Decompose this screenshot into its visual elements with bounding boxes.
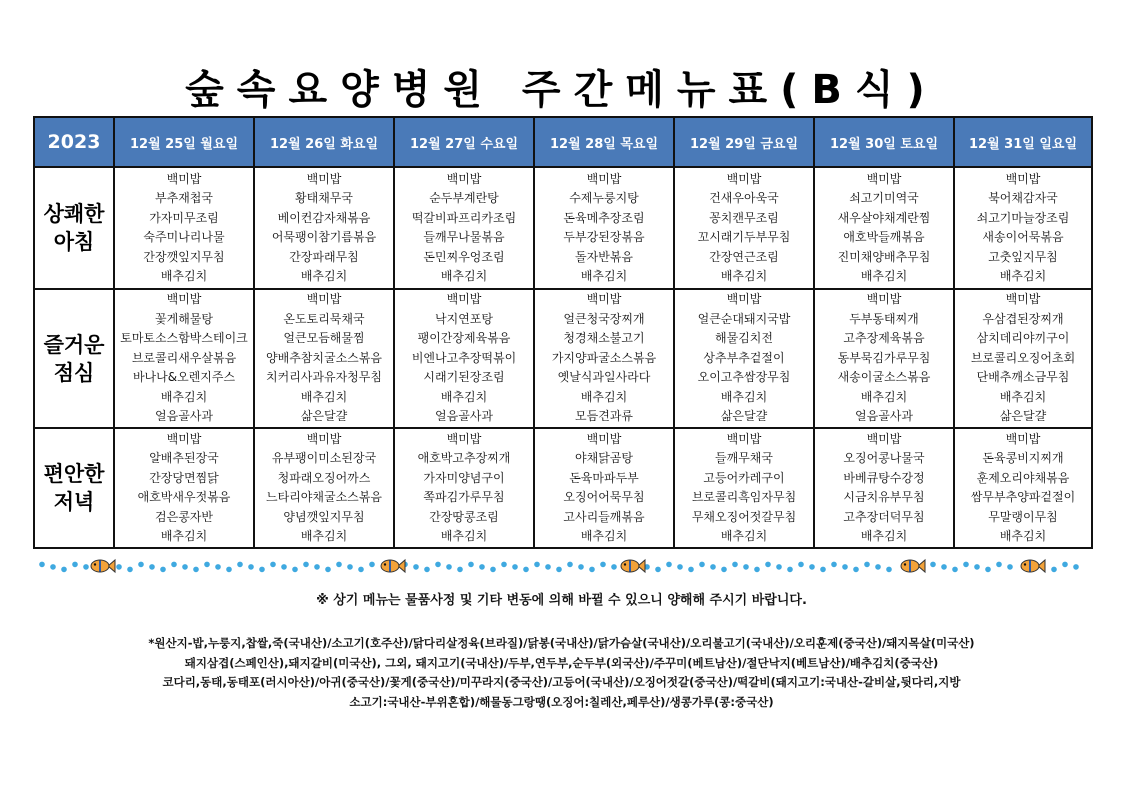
menu-item: 배추김치	[720, 529, 768, 543]
menu-item: 배추김치	[860, 389, 908, 404]
menu-item: 황태채무국	[295, 191, 353, 205]
menu-item: 검은콩자반	[155, 509, 213, 524]
fish-icon	[901, 560, 925, 572]
bubble-dot	[677, 564, 683, 570]
bubble-fish-decoration	[38, 556, 1088, 576]
bubble-dot	[523, 567, 529, 573]
bubble-dot	[215, 564, 221, 570]
bubble-dot	[193, 567, 199, 573]
menu-item: 백미밥	[446, 431, 482, 446]
bubble-dot	[611, 564, 617, 570]
bubble-dot	[281, 564, 287, 570]
menu-item: 숙주미나리나물	[143, 230, 225, 244]
menu-cell	[534, 167, 674, 289]
bubble-dot	[336, 562, 342, 568]
menu-item: 돈육콩비지찌개	[982, 451, 1064, 465]
bubble-dot	[842, 564, 848, 570]
menu-item: 배추김치	[580, 269, 628, 283]
menu-item: 백미밥	[306, 292, 342, 307]
bubble-dot	[138, 562, 144, 568]
menu-item: 무채오징어젓갈무침	[691, 509, 797, 524]
bubble-dot	[974, 564, 980, 570]
header-row	[34, 117, 1092, 167]
menu-item: 새송이어묵볶음	[982, 230, 1064, 244]
bubble-dot	[72, 562, 78, 568]
menu-cell	[674, 428, 814, 548]
bubble-dot	[292, 567, 298, 573]
menu-item: 백미밥	[166, 171, 202, 186]
page-title: 숲속요양병원 주간메뉴표(B식)	[185, 67, 938, 113]
bubble-dot	[1062, 562, 1068, 568]
menu-item: 배추김치	[580, 529, 628, 543]
menu-item: 고사리들깨볶음	[563, 509, 645, 524]
menu-item: 가자미무조림	[149, 210, 219, 225]
bubble-dot	[457, 567, 463, 573]
bubble-dot	[413, 564, 419, 570]
menu-item: 브로콜리오징어초회	[970, 350, 1076, 365]
menu-item: 삶은달걀	[999, 409, 1047, 424]
menu-item: 삼치데리야끼구이	[976, 331, 1070, 346]
menu-item: 배추김치	[300, 389, 348, 404]
menu-item: 온도토리묵채국	[283, 311, 365, 326]
menu-item: 배추김치	[160, 269, 208, 283]
menu-item: 배추김치	[300, 529, 348, 543]
meal-row-breakfast	[34, 167, 1092, 289]
year-header: 2023	[34, 117, 114, 167]
menu-item: 훈제오리야채볶음	[976, 470, 1070, 485]
bubble-dot	[369, 562, 375, 568]
menu-item: 얼음골사과	[435, 409, 493, 424]
menu-item: 배추김치	[440, 269, 488, 283]
origin-line: 돼지삼겹(스페인산),돼지갈비(미국산), 그외, 돼지고기(국내산)/두부,연두부,순두부(외국산)/주꾸미(베트남산)/절단낙지(베트남산)/배추김치(중국산)	[184, 655, 939, 670]
bubble-dot	[270, 562, 276, 568]
menu-item: 알배추된장국	[149, 451, 219, 465]
menu-item: 돌자반볶음	[575, 249, 633, 264]
bubble-dot	[435, 562, 441, 568]
bubble-dot	[83, 564, 89, 570]
menu-cell	[814, 428, 954, 548]
bubble-dot	[39, 562, 45, 568]
bubble-dot	[787, 567, 793, 573]
bubble-dot	[490, 567, 496, 573]
bubble-dot	[1073, 564, 1079, 570]
menu-item: 배추김치	[860, 529, 908, 543]
menu-cell	[254, 289, 394, 428]
menu-item: 부추재첩국	[155, 191, 213, 205]
menu-item: 배추김치	[999, 269, 1047, 283]
menu-item: 바나나&오렌지주스	[132, 370, 236, 385]
fish-icon	[621, 560, 645, 572]
day-header: 12월 27일 수요일	[394, 117, 534, 167]
menu-item: 백미밥	[586, 292, 622, 307]
bubble-dot	[996, 562, 1002, 568]
fish-icon	[91, 560, 115, 572]
bubble-dot	[149, 564, 155, 570]
meal-row-lunch	[34, 289, 1092, 428]
menu-item: 배추김치	[720, 269, 768, 283]
bubble-dot	[325, 567, 331, 573]
menu-item: 얼음골사과	[155, 409, 213, 424]
bubble-dot	[886, 567, 892, 573]
bubble-dot	[226, 567, 232, 573]
menu-item: 가자미양념구이	[423, 470, 505, 485]
menu-cell	[954, 167, 1092, 289]
menu-item: 가지양파굴소스볶음	[551, 350, 657, 365]
bubble-dot	[358, 567, 364, 573]
bubble-dot	[171, 562, 177, 568]
bubble-dot	[127, 567, 133, 573]
menu-item: 야채닭곰탕	[575, 451, 633, 465]
bubble-dot	[116, 564, 122, 570]
fish-icon	[1021, 560, 1045, 572]
menu-item: 배추김치	[720, 389, 768, 404]
menu-item: 백미밥	[866, 292, 902, 307]
menu-item: 새송이굴소스볶음	[837, 370, 931, 385]
menu-item: 양념깻잎지무침	[283, 509, 365, 524]
menu-cell	[114, 289, 254, 428]
menu-cell	[114, 428, 254, 548]
bubble-dot	[589, 567, 595, 573]
menu-item: 새우살야채계란찜	[837, 210, 931, 225]
menu-item: 백미밥	[586, 431, 622, 446]
menu-item: 꼬시래기두부무침	[697, 230, 791, 244]
menu-item: 우삼겹된장찌개	[982, 311, 1064, 326]
bubble-dot	[853, 567, 859, 573]
menu-cell	[814, 289, 954, 428]
menu-cell	[254, 428, 394, 548]
menu-item: 간장파래무침	[289, 249, 359, 264]
menu-item: 토마토소스함박스테이크	[120, 331, 248, 346]
day-header: 12월 28일 목요일	[534, 117, 674, 167]
bubble-dot	[754, 567, 760, 573]
bubble-dot	[655, 567, 661, 573]
day-header: 12월 30일 토요일	[814, 117, 954, 167]
menu-item: 백미밥	[306, 431, 342, 446]
menu-cell	[534, 289, 674, 428]
bubble-dot	[820, 567, 826, 573]
bubble-dot	[688, 567, 694, 573]
bubble-dot	[710, 564, 716, 570]
menu-item: 백미밥	[166, 292, 202, 307]
meal-label-line: 저녁	[53, 490, 95, 514]
bubble-dot	[424, 567, 430, 573]
bubble-dot	[446, 564, 452, 570]
bubble-dot	[204, 562, 210, 568]
menu-item: 진미채양배추무침	[837, 249, 931, 264]
menu-item: 쇠고기마늘장조림	[976, 210, 1070, 225]
bubble-dot	[930, 562, 936, 568]
menu-item: 쌈무부추양파겉절이	[970, 490, 1076, 504]
origin-line: *원산지-밥,누룽지,찹쌀,죽(국내산)/소고기(호주산)/닭다리살정육(브라질)/닭봉(국내산)/닭가슴살(국내산)/오리불고기(국내산)/오리훈제(중국산)/돼지목살(미국산)	[148, 636, 975, 650]
origin-line: 소고기:국내산-부위혼합)/해물동그랑땡(오징어:칠레산,페루산)/생콩가루(콩:중국산)	[349, 694, 774, 709]
bubble-dot	[600, 562, 606, 568]
bubble-dot	[1007, 564, 1013, 570]
menu-item: 배추김치	[860, 269, 908, 283]
weekly-menu-table	[33, 116, 1093, 549]
meal-label	[34, 428, 114, 548]
bubble-dot	[666, 562, 672, 568]
bubble-dot	[501, 562, 507, 568]
menu-item: 애호박들깨볶음	[843, 230, 925, 244]
bubble-dot	[61, 567, 67, 573]
day-header: 12월 26일 화요일	[254, 117, 394, 167]
menu-item: 들깨무나물볶음	[423, 230, 505, 244]
menu-item: 배추김치	[160, 389, 208, 404]
menu-item: 브로콜리새우살볶음	[131, 350, 237, 365]
menu-item: 백미밥	[1005, 431, 1041, 446]
bubble-dot	[534, 562, 540, 568]
menu-item: 오징어콩나물국	[843, 451, 925, 465]
menu-cell	[534, 428, 674, 548]
menu-item: 얼큰모듬해물찜	[283, 331, 365, 346]
menu-item: 배추김치	[999, 389, 1047, 404]
bubble-dot	[237, 562, 243, 568]
menu-item: 떡갈비파프리카조림	[411, 210, 517, 225]
menu-item: 북어채감자국	[988, 191, 1058, 205]
bubble-dot	[303, 562, 309, 568]
menu-item: 모듬견과류	[575, 409, 633, 424]
menu-item: 백미밥	[726, 292, 762, 307]
meal-label-line: 아침	[53, 230, 95, 254]
bubble-dot	[732, 562, 738, 568]
menu-item: 오징어어묵무침	[563, 490, 645, 504]
menu-item: 고춧잎지무침	[988, 249, 1058, 264]
menu-item: 브로콜리흑임자무침	[691, 490, 797, 504]
menu-item: 백미밥	[1005, 292, 1041, 307]
menu-item: 비엔나고추장떡볶이	[411, 350, 517, 365]
menu-item: 삶은달걀	[720, 409, 768, 424]
bubble-dot	[556, 567, 562, 573]
menu-item: 낙지연포탕	[435, 311, 493, 326]
bubble-dot	[985, 567, 991, 573]
menu-item: 느타리야채굴소스볶음	[266, 490, 382, 504]
menu-cell	[954, 289, 1092, 428]
menu-item: 수제누룽지탕	[569, 191, 639, 205]
menu-item: 백미밥	[166, 431, 202, 446]
menu-item: 해물김치전	[715, 331, 773, 346]
menu-item: 꽃게해물탕	[155, 311, 213, 326]
bubble-dot	[831, 562, 837, 568]
bubble-dot	[743, 564, 749, 570]
menu-item: 두부동태찌개	[849, 311, 919, 326]
menu-item: 애호박고추장찌개	[417, 451, 511, 465]
menu-item: 배추김치	[300, 269, 348, 283]
bubble-dot	[699, 562, 705, 568]
meal-label	[34, 167, 114, 289]
bubble-dot	[776, 564, 782, 570]
menu-item: 애호박새우젓볶음	[137, 490, 231, 504]
menu-item: 백미밥	[866, 171, 902, 186]
menu-item: 고등어카레구이	[703, 470, 785, 485]
bubble-dot	[809, 564, 815, 570]
menu-item: 쇠고기미역국	[849, 191, 919, 205]
bubble-dot	[798, 562, 804, 568]
menu-item: 고추장제육볶음	[843, 331, 925, 346]
menu-item: 꽁치캔무조림	[709, 210, 779, 225]
menu-item: 시금치유부무침	[843, 490, 925, 504]
meal-row-dinner	[34, 428, 1092, 548]
menu-item: 청파래오징어까스	[277, 470, 371, 485]
bubble-dot	[468, 562, 474, 568]
meal-label-line: 상쾌한	[43, 202, 105, 226]
menu-item: 바베큐탕수강정	[843, 470, 925, 485]
menu-item: 옛날식과일사라다	[557, 370, 651, 385]
menu-item: 배추김치	[999, 529, 1047, 543]
bubble-dot	[182, 564, 188, 570]
menu-cell	[254, 167, 394, 289]
menu-item: 백미밥	[1005, 171, 1041, 186]
day-header: 12월 31일 일요일	[954, 117, 1092, 167]
menu-item: 오이고추쌈장무침	[697, 370, 791, 385]
menu-cell	[394, 167, 534, 289]
menu-item: 돈육마파두부	[569, 470, 639, 485]
bubble-dot	[314, 564, 320, 570]
bubble-dot	[864, 562, 870, 568]
menu-item: 백미밥	[306, 171, 342, 186]
menu-item: 고추장더덕무침	[843, 509, 925, 524]
menu-item: 배추김치	[580, 389, 628, 404]
menu-item: 동부묵김가루무침	[837, 350, 931, 365]
menu-item: 어묵팽이참기름볶음	[271, 230, 377, 244]
menu-item: 유부팽이미소된장국	[271, 451, 377, 465]
bubble-dot	[941, 564, 947, 570]
menu-item: 치커리사과유자청무침	[266, 370, 382, 385]
menu-item: 청경채소불고기	[563, 331, 645, 346]
menu-item: 무말랭이무침	[988, 509, 1058, 524]
bubble-dot	[347, 564, 353, 570]
menu-item: 배추김치	[440, 389, 488, 404]
menu-item: 베이컨감자채볶음	[277, 210, 371, 225]
bubble-dot	[259, 567, 265, 573]
bubble-dot	[160, 567, 166, 573]
menu-item: 얼큰순대돼지국밥	[697, 311, 791, 326]
menu-item: 상추부추겉절이	[703, 350, 785, 365]
menu-item: 간장당면찜닭	[149, 470, 219, 485]
menu-cell	[114, 167, 254, 289]
menu-item: 얼큰청국장찌개	[563, 311, 645, 326]
notice-text: ※ 상기 메뉴는 물품사정 및 기타 변동에 의해 바뀔 수 있으니 양해해 주시기 바랍니다.	[316, 593, 807, 608]
bubble-dot	[512, 564, 518, 570]
menu-cell	[394, 428, 534, 548]
menu-cell	[814, 167, 954, 289]
bubble-dot	[248, 564, 254, 570]
meal-label-line: 점심	[53, 360, 95, 385]
menu-cell	[674, 289, 814, 428]
menu-item: 두부강된장볶음	[563, 230, 645, 244]
menu-item: 백미밥	[446, 171, 482, 186]
menu-item: 쪽파김가루무침	[423, 490, 505, 504]
bubble-dot	[479, 564, 485, 570]
menu-item: 얼음골사과	[855, 409, 913, 424]
bubble-dot	[1051, 567, 1057, 573]
bubble-dot	[875, 564, 881, 570]
menu-item: 양배추참치굴소스볶음	[266, 350, 382, 365]
menu-item: 들깨무채국	[715, 451, 773, 465]
day-header: 12월 25일 월요일	[114, 117, 254, 167]
menu-cell	[674, 167, 814, 289]
menu-item: 간장연근조림	[709, 249, 779, 264]
menu-item: 돈민찌우엉조림	[423, 249, 505, 264]
origin-line: 코다리,동태,동태포(러시아산)/아귀(중국산)/꽃게(중국산)/미꾸라지(중국산)/고등어(국내산)/오징어젓갈(중국산)/떡갈비(돼지고기:국내산-갈비살,뒷다리,지방	[162, 675, 961, 689]
menu-item: 배추김치	[160, 529, 208, 543]
bubble-dot	[545, 564, 551, 570]
menu-cell	[954, 428, 1092, 548]
menu-item: 시래기된장조림	[423, 370, 505, 385]
menu-item: 건새우아욱국	[709, 191, 779, 205]
meal-label-line: 편안한	[43, 462, 105, 486]
menu-item: 백미밥	[726, 431, 762, 446]
meal-label	[34, 289, 114, 428]
bubble-dot	[952, 567, 958, 573]
fish-icon	[381, 560, 405, 572]
bubble-dot	[50, 564, 56, 570]
menu-item: 배추김치	[440, 529, 488, 543]
menu-item: 순두부계란탕	[429, 191, 499, 205]
menu-item: 삶은달걀	[300, 409, 348, 424]
menu-item: 백미밥	[586, 171, 622, 186]
menu-item: 백미밥	[726, 171, 762, 186]
bubble-dot	[765, 562, 771, 568]
menu-item: 백미밥	[446, 292, 482, 307]
menu-item: 팽이간장제육볶음	[417, 331, 511, 346]
bubble-dot	[721, 567, 727, 573]
menu-item: 간장땅콩조림	[429, 509, 499, 524]
origin-info	[40, 634, 1083, 712]
menu-item: 백미밥	[866, 431, 902, 446]
menu-item: 간장깻잎지무침	[143, 249, 225, 264]
day-header: 12월 29일 금요일	[674, 117, 814, 167]
menu-cell	[394, 289, 534, 428]
bubble-dot	[578, 564, 584, 570]
bubble-dot	[963, 562, 969, 568]
bubble-dot	[567, 562, 573, 568]
menu-item: 돈육메추장조림	[563, 210, 645, 225]
menu-item: 단배추깨소금무침	[976, 370, 1070, 385]
meal-label-line: 즐거운	[43, 332, 105, 357]
